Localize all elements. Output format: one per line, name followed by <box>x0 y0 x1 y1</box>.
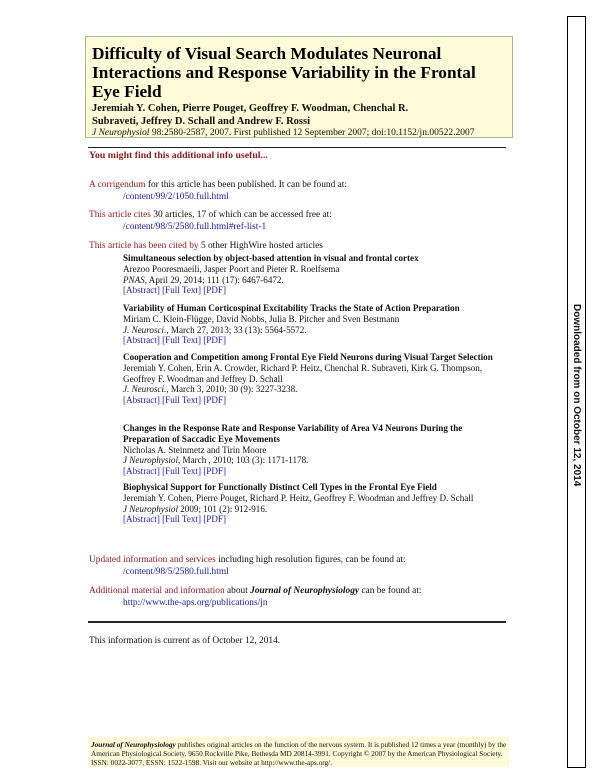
additional-text: can be found at: <box>359 586 422 596</box>
cites-text: 30 articles, 17 of which can be accessed free at: <box>150 210 332 220</box>
additional-about: about <box>224 586 251 596</box>
cited-entry <box>123 352 508 406</box>
corrigendum-text: for this article has been published. It can be found at: <box>145 180 347 190</box>
cited-entry <box>123 482 508 525</box>
cited-entry-journal: J. Neurosci. <box>123 324 167 335</box>
cited-entry <box>123 303 508 346</box>
cited-entry-citation <box>123 455 508 466</box>
cited-entry-citation <box>123 384 508 395</box>
cited-entry-citation <box>123 325 508 336</box>
corrigendum-link[interactable]: A corrigendum <box>89 180 146 190</box>
corrigendum-url[interactable]: /content/99/2/1050.full.html <box>123 191 229 202</box>
citation-details: 98:2580-2587, 2007. First published 12 September 2007; doi:10.1152/jn.00522.2007 <box>149 128 475 138</box>
cited-entry <box>123 253 508 296</box>
cited-entry-links[interactable]: [Abstract] [Full Text] [PDF] <box>123 466 227 477</box>
updated-text: including high resolution figures, can be found at: <box>215 555 406 565</box>
cited-entry-citation <box>123 275 508 286</box>
cited-by-section <box>89 241 509 253</box>
cited-entry-detail: , March , 2010; 103 (3): 1171-1178. <box>177 455 309 466</box>
cites-section <box>89 210 509 233</box>
cited-entry-authors: Miriam C. Klein-Flügge, David Nobbs, Julia B. Pitcher and Sven Bestmann <box>123 313 400 324</box>
cited-entry-title: Variability of Human Corticospinal Excitability Tracks the State of Action Preparation <box>123 303 460 313</box>
footer-journal: Journal of Neurophysiology <box>91 740 176 749</box>
article-citation <box>92 128 506 139</box>
cited-entry-journal: PNAS <box>123 274 145 285</box>
title-line: Interactions and Response Variability in the Frontal <box>92 63 476 82</box>
article-authors <box>92 103 506 128</box>
article-title <box>92 44 506 101</box>
cited-entry-citation <box>123 504 508 515</box>
corrigendum-section <box>89 180 509 203</box>
cites-link[interactable]: This article cites <box>89 210 151 220</box>
updated-section <box>89 555 509 578</box>
authors-line: Jeremiah Y. Cohen, Pierre Pouget, Geoffrey F. Woodman, Chenchal R. <box>92 103 409 114</box>
current-as-of: This information is current as of October 12, 2014. <box>89 636 281 646</box>
cited-entry-journal: J. Neurosci. <box>123 384 167 395</box>
cited-entry-links[interactable]: [Abstract] [Full Text] [PDF] <box>123 395 227 406</box>
cited-entry-authors: Jeremiah Y. Cohen, Erin A. Crowder, Richard P. Heitz, Chenchal R. Subraveti, Kirk G. Thompson, Geoffrey F. Woodman and Jeffrey D. Schall <box>123 362 483 384</box>
article-header <box>85 36 513 138</box>
updated-url[interactable]: /content/98/5/2580.full.html <box>123 566 229 577</box>
additional-journal: Journal of Neurophysiology <box>250 586 360 596</box>
additional-url[interactable]: http://www.the-aps.org/publications/jn <box>123 597 268 608</box>
citation-journal: J Neurophysiol <box>92 128 150 138</box>
cited-entry-links[interactable]: [Abstract] [Full Text] [PDF] <box>123 335 227 346</box>
cited-entry-detail: , March 27, 2013; 33 (13): 5564-5572. <box>166 324 307 335</box>
cited-entry-detail: , March 3, 2010; 30 (9): 3227-3238. <box>166 384 298 395</box>
cited-entry-journal: J Neurophysiol <box>123 503 178 514</box>
cited-entry-title: Cooperation and Competition among Frontal Eye Field Neurons during Visual Target Selection <box>123 352 493 362</box>
download-stamp-text: Downloaded from on October 12, 2014 <box>571 304 582 487</box>
title-line: Eye Field <box>92 82 162 101</box>
cited-entry-title: Biophysical Support for Functionally Distinct Cell Types in the Frontal Eye Field <box>123 482 437 492</box>
authors-line: Subraveti, Jeffrey D. Schall and Andrew F. Rossi <box>92 115 310 127</box>
cited-entry-detail: , April 29, 2014; 111 (17): 6467-6472. <box>144 274 284 285</box>
cited-entry <box>123 423 508 477</box>
cited-entry-journal: J Neurophysiol <box>123 455 178 466</box>
cited-entry-title: Simultaneous selection by object-based attention in visual and frontal cortex <box>123 253 419 263</box>
updated-link[interactable]: Updated information and services <box>89 555 216 565</box>
cited-entry-authors: Nicholas A. Steinmetz and Tirin Moore <box>123 444 267 455</box>
cited-entry-authors: Jeremiah Y. Cohen, Pierre Pouget, Richard P. Heitz, Geoffrey F. Woodman and Jeffrey D. Schall <box>123 492 474 503</box>
cited-by-text: 5 other HighWire hosted articles <box>198 241 323 251</box>
cited-entry-authors: Arezoo Pooresmaeili, Jasper Poort and Pieter R. Roelfsema <box>123 263 340 274</box>
divider <box>88 621 506 623</box>
additional-section <box>89 586 509 609</box>
cited-entry-links[interactable]: [Abstract] [Full Text] [PDF] <box>123 285 227 296</box>
cites-url[interactable]: /content/98/5/2580.full.html#ref-list-1 <box>123 221 267 232</box>
title-line: Difficulty of Visual Search Modulates Neuronal <box>92 44 442 63</box>
cited-entry-detail: 2009; 101 (2): 912-916. <box>177 503 268 514</box>
journal-footer <box>89 737 509 767</box>
additional-link[interactable]: Additional material and information <box>89 586 225 596</box>
cited-entry-links[interactable]: [Abstract] [Full Text] [PDF] <box>123 514 227 525</box>
might-find-heading: You might find this additional info useful... <box>89 150 268 161</box>
footer-text: publishes original articles on the function of the nervous system. It is published 12 times a year (monthly) by the American Physiological Society, 9650 Rockville Pike, Bethesda MD 20814-3991. Copyright © 2007 by the American Physiological Society. ISSN: 0022-3077, ESSN: 1522-1598. Visit our website at http://www.the-aps.org/. <box>91 740 507 767</box>
cited-entry-title: Changes in the Response Rate and Response Variability of Area V4 Neurons During the Preparation of Saccadic Eye Movements <box>123 423 463 444</box>
divider <box>88 147 506 148</box>
cited-by-link[interactable]: This article has been cited by <box>89 241 199 251</box>
